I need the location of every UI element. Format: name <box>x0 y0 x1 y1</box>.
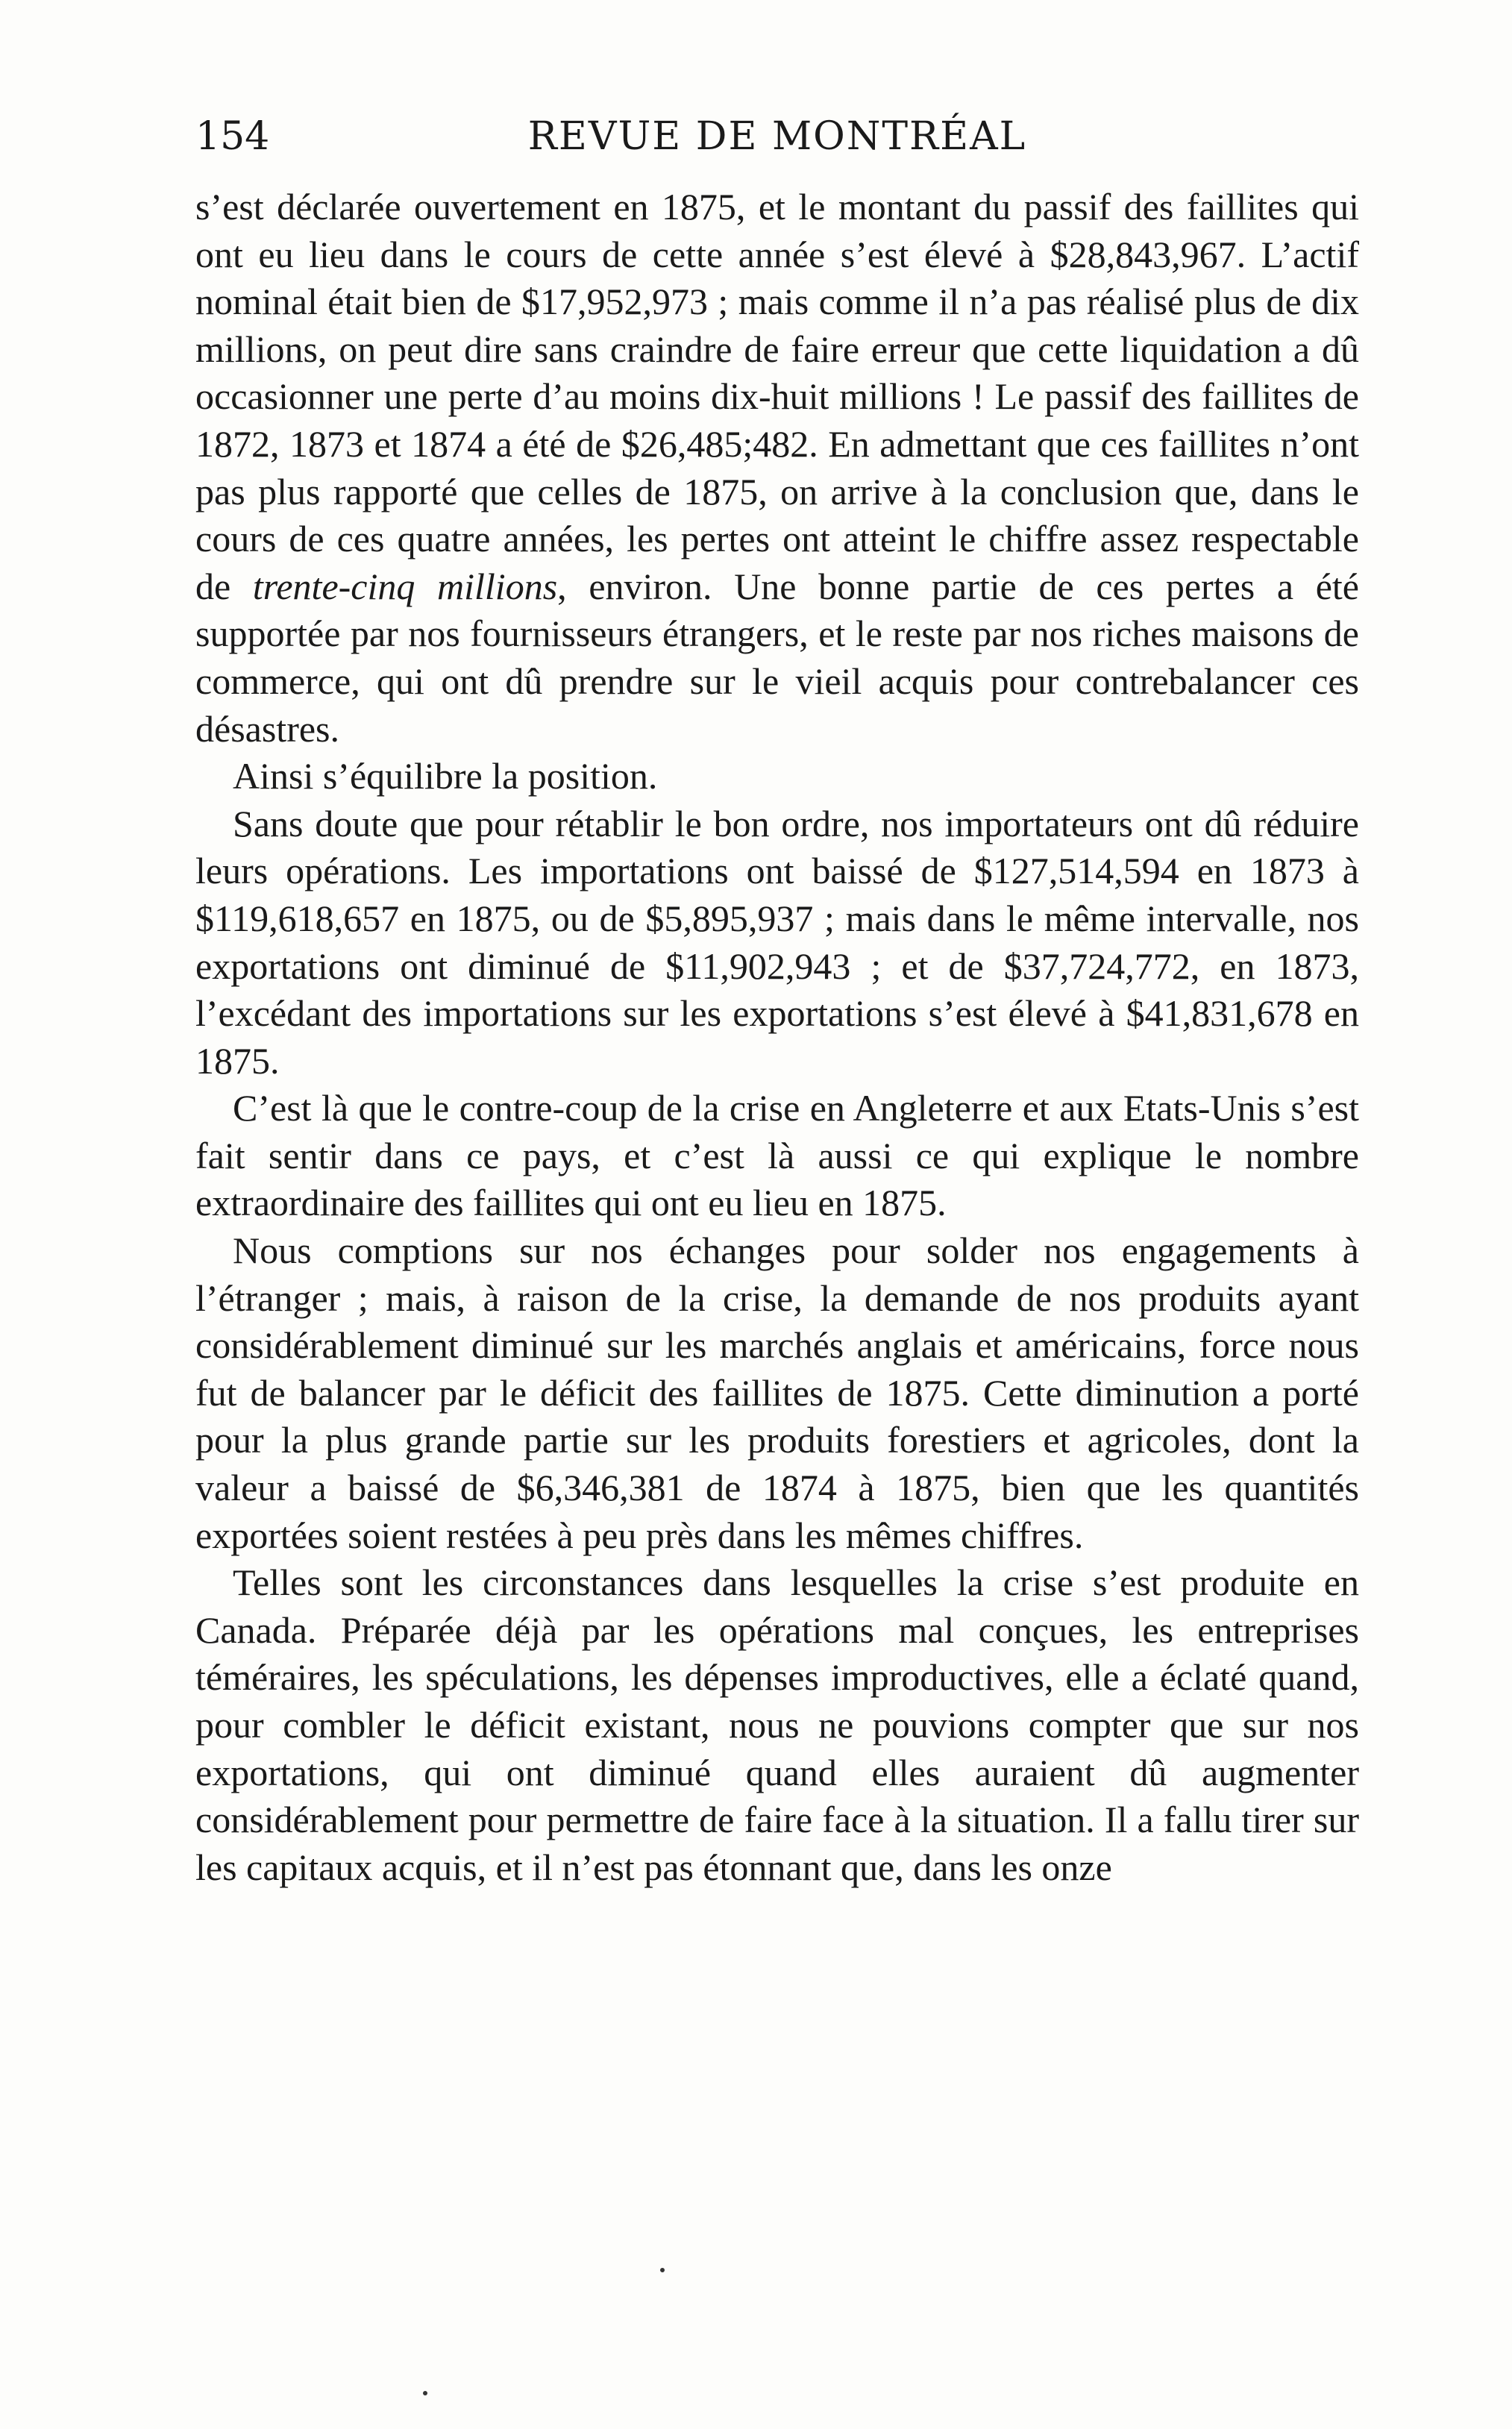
paragraph-6: Telles sont les circonstances dans lesquelles la crise s’est produite en Canada. Préparée déjà par les opérations mal conçues, les entreprises téméraires, les spéculations, les dépenses improductives, elle a éclaté quand, pour combler le déficit existant, nous ne pouvions compter que sur nos exportations, qui ont diminué quand elles auraient dû augmenter considérablement pour permettre de faire face à la situation. Il a fallu tirer sur les capitaux acquis, et il n’est pas étonnant que, dans les onze <box>195 1561 1359 1888</box>
ink-speck <box>660 2268 665 2272</box>
paragraph-1-text-before: s’est déclarée ouvertement en 1875, et le montant du passif des faillites qui ont eu lieu dans le cours de cette année s’est élevé à $28,843,967. L’actif nominal était bien de $17,952,973 ; mais comme il n’a pas réalisé plus de dix millions, on peut dire sans craindre de faire erreur que cette liquidation a dû occasionner une perte d’au moins dix-huit millions ! Le passif des faillites de 1872, 1873 et 1874 a été de $26,485;482. En admettant que ces faillites n’ont pas plus rapporté que celles de 1875, on arrive à la conclusion que, dans le cours de ces quatre années, les pertes ont atteint le chiffre assez respectable de <box>195 186 1359 607</box>
paragraph-4: C’est là que le contre-coup de la crise en Angleterre et aux Etats-Unis s’est fait sentir dans ce pays, et c’est là aussi ce qui explique le nombre extraordinaire des faillites qui ont eu lieu en 1875. <box>195 1087 1359 1224</box>
paragraph-1 <box>195 184 1359 753</box>
paragraph-5: Nous comptions sur nos échanges pour solder nos engagements à l’étranger ; mais, à raison de la crise, la demande de nos produits ayant considérablement diminué sur les marchés anglais et américains, force nous fut de balancer par le déficit des faillites de 1875. Cette diminution a porté pour la plus grande partie sur les produits forestiers et agricoles, dont la valeur a baissé de $6,346,381 de 1874 à 1875, bien que les quantités exportées soient restées à peu près dans les mêmes chiffres. <box>195 1229 1359 1556</box>
paragraph-2: Ainsi s’équilibre la position. <box>233 755 658 797</box>
ink-speck <box>423 2391 427 2395</box>
paragraph-1-italic-phrase: trente-cinq millions <box>252 565 558 607</box>
paragraph-1-text-after: , environ. Une bonne partie de ces pertes a été supportée par nos fournisseurs étrangers, et le reste par nos riches maisons de commerce, qui ont dû prendre sur le vieil acquis pour contrebalancer ces désastres. <box>195 565 1359 750</box>
paragraph-3: Sans doute que pour rétablir le bon ordre, nos importateurs ont dû réduire leurs opérations. Les importations ont baissé de $127,514,594 en 1873 à $119,618,657 en 1875, ou de $5,895,937 ; mais dans le même intervalle, nos exportations ont diminué de $11,902,943 ; et de $37,724,772, en 1873, l’excédant des importations sur les exportations s’est élevé à $41,831,678 en 1875. <box>195 802 1359 1082</box>
body-text <box>195 184 1359 1891</box>
running-head: REVUE DE MONTRÉAL <box>527 114 1027 159</box>
page-number: 154 <box>195 114 270 159</box>
page-header <box>195 110 1359 163</box>
